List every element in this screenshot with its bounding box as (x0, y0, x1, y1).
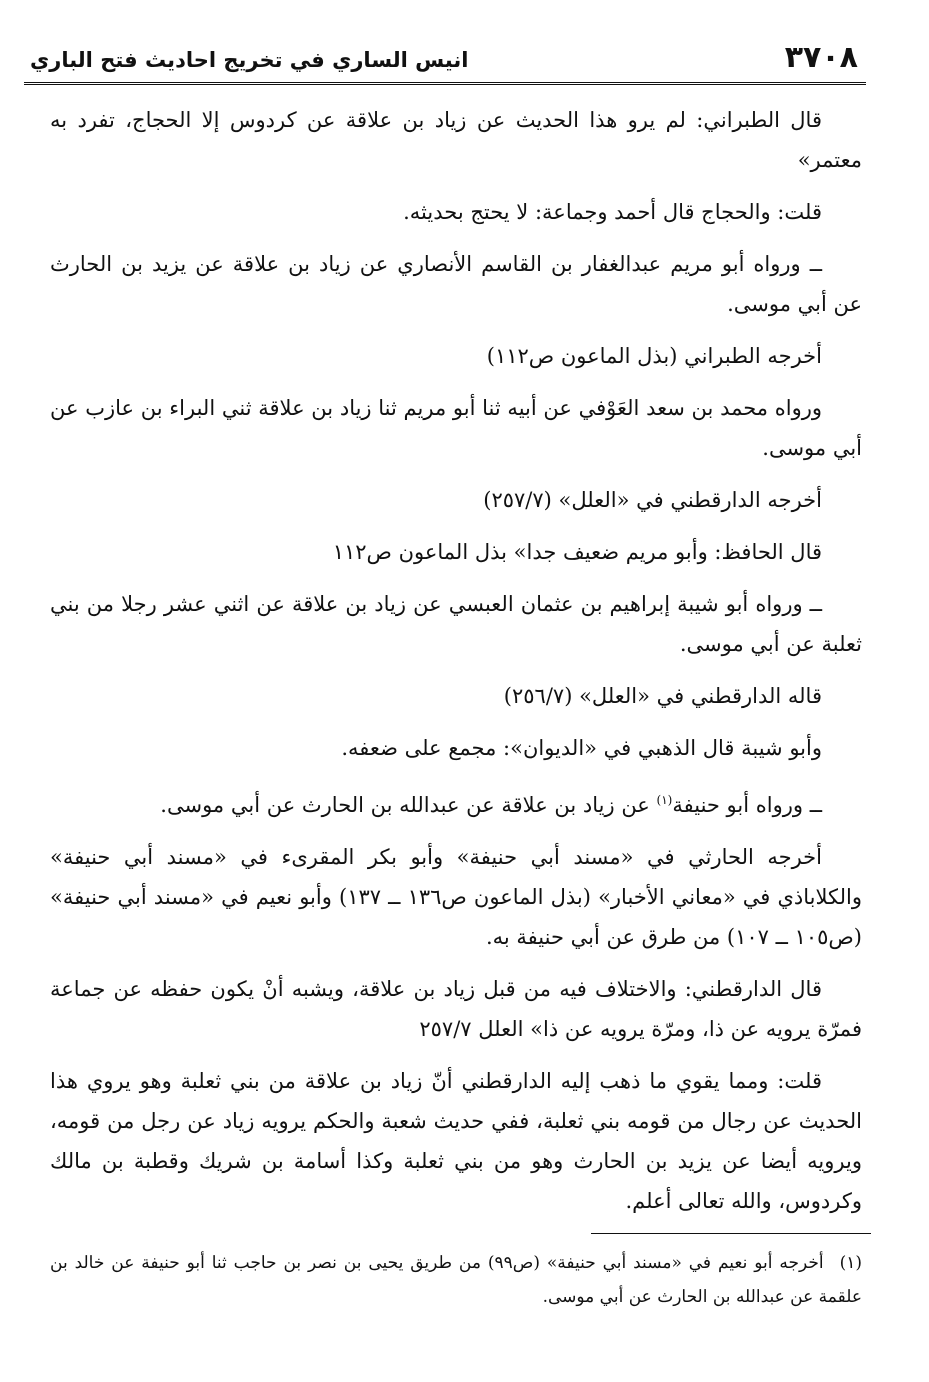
paragraph: قلت: والحجاج قال أحمد وجماعة: لا يحتج بحديثه. (403, 200, 822, 224)
footnote-divider (591, 1233, 871, 1234)
paragraph: أخرجه الطبراني (بذل الماعون ص١١٢) (486, 344, 822, 368)
paragraph: قال الدارقطني: والاختلاف فيه من قبل زياد بن علاقة، ويشبه أنْ يكون حفظه عن جماعة فمرّة يرويه عن ذا، ومرّة يرويه عن ذا» العلل ٢٥٧/٧ (50, 977, 862, 1041)
paragraph: ــ ورواه أبو شيبة إبراهيم بن عثمان العبسي عن زياد بن علاقة عن اثني عشر رجلا من بني ثعلبة عن أبي موسى. (50, 592, 862, 656)
page-number: ٣٧٠٨ (784, 40, 858, 75)
paragraph: وأبو شيبة قال الذهبي في «الديوان»: مجمع على ضعفه. (341, 736, 822, 760)
paragraph: قال الحافظ: وأبو مريم ضعيف جدا» بذل الماعون ص١١٢ (332, 540, 822, 564)
footnote-marker: (١) (839, 1253, 862, 1273)
paragraph: أخرجه الدارقطني في «العلل» (٢٥٧/٧) (483, 488, 822, 512)
paragraph: قلت: ومما يقوي ما ذهب إليه الدارقطني أنّ زياد بن علاقة من بني ثعلبة وهو يروي هذا الحديث عن رجال من قومه بني ثعلبة، ففي حديث شعبة والحكم يرويه زياد عن رجل من قومه، ويرويه أيضا عن يزيد بن الحارث وهو من بني ثعلبة وكذا أسامة بن شريك وقطبة بن مالك وكردوس، والله تعالى أعلم. (50, 1069, 862, 1213)
paragraph-text: عن زياد بن علاقة عن عبدالله بن الحارث عن أبي موسى. (160, 793, 657, 817)
footnote-text: أخرجه أبو نعيم في «مسند أبي حنيفة» (ص٩٩) من طريق يحيى بن نصر بن حاجب ثنا أبو حنيفة عن خالد بن علقمة عن عبدالله بن الحارث عن أبي موسى. (50, 1253, 862, 1307)
running-title: انيس الساري في تخريج احاديث فتح الباري (30, 48, 469, 72)
footnote-reference[interactable]: (١) (656, 793, 673, 807)
paragraph: ورواه محمد بن سعد العَوْفي عن أبيه ثنا أبو مريم ثنا زياد بن علاقة ثني البراء بن عازب عن أبي موسى. (50, 396, 862, 460)
paragraph: أخرجه الحارثي في «مسند أبي حنيفة» وأبو بكر المقرىء في «مسند أبي حنيفة» والكلاباذي في «معاني الأخبار» (بذل الماعون ص١٣٦ ــ ١٣٧) وأبو نعيم في «مسند أبي حنيفة» (ص١٠٥ ــ ١٠٧) من طرق عن أبي حنيفة به. (50, 845, 862, 949)
paragraph: قال الطبراني: لم يرو هذا الحديث عن زياد بن علاقة عن كردوس إلا الحجاج، تفرد به معتمر» (50, 108, 862, 172)
paragraph-abuhanifa (50, 780, 862, 825)
paragraph: قاله الدارقطني في «العلل» (٢٥٦/٧) (503, 684, 822, 708)
main-text (50, 100, 862, 1233)
paragraph-text: ــ ورواه أبو حنيفة (672, 793, 822, 817)
paragraph: ــ ورواه أبو مريم عبدالغفار بن القاسم الأنصاري عن زياد بن علاقة عن يزيد بن الحارث عن أبي موسى. (50, 252, 862, 316)
page-header (24, 38, 866, 85)
footnote (50, 1246, 862, 1314)
